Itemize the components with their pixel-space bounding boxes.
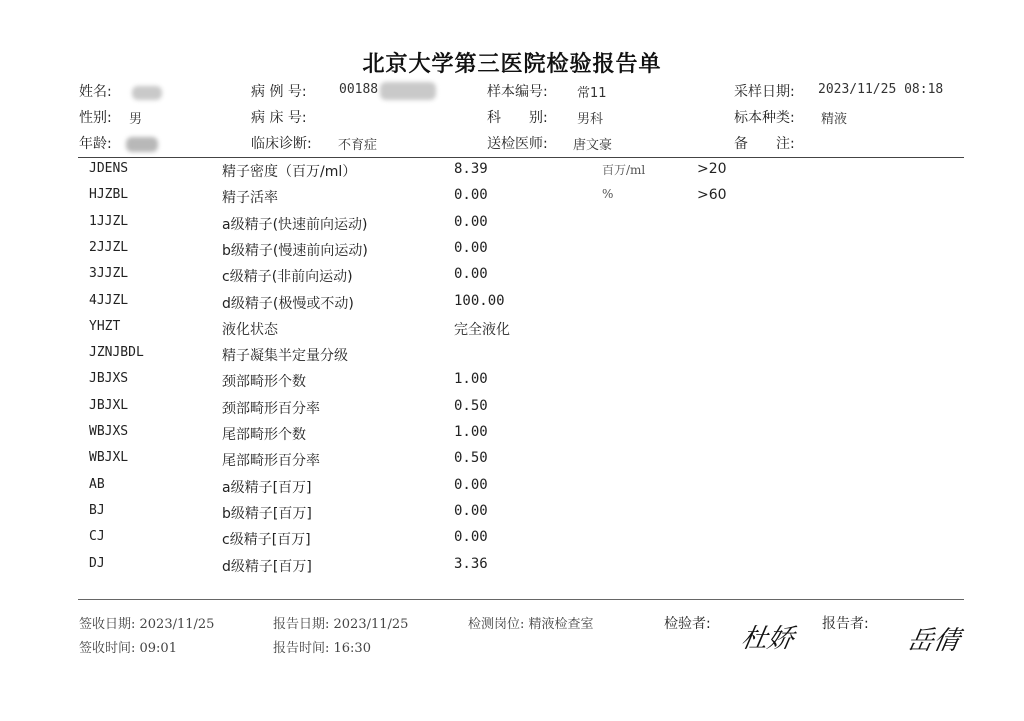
table-row (0, 371, 1024, 397)
test-code: JZNJBDL (89, 345, 144, 361)
table-row (0, 529, 1024, 555)
table-row (0, 240, 1024, 266)
table-row (0, 266, 1024, 292)
test-code: JBJXL (89, 397, 129, 413)
test-name: b级精子[百万] (222, 505, 312, 522)
table-row (0, 424, 1024, 450)
test-code: CJ (89, 529, 105, 545)
date-value: 2023/11/25 08:18 (818, 82, 944, 97)
test-code: WBJXL (89, 450, 129, 466)
bed-label: 病 床 号: (251, 110, 307, 126)
reporter-signature: 岳倩 (904, 626, 963, 656)
test-value: 0.00 (454, 476, 488, 493)
test-code: 2JJZL (89, 239, 129, 255)
receive-date: 签收日期: 2023/11/25 (79, 617, 215, 632)
table-row (0, 398, 1024, 424)
report-title: 北京大学第三医院检验报告单 (362, 52, 662, 77)
report-date: 报告日期: 2023/11/25 (273, 617, 409, 632)
test-value: 0.50 (454, 450, 488, 467)
test-value: 0.00 (454, 213, 488, 230)
diagnosis-label: 临床诊断: (251, 136, 312, 152)
test-name: a级精子[百万] (222, 479, 312, 496)
test-code: YHZT (89, 318, 121, 334)
table-row (0, 214, 1024, 240)
tester-signature: 杜娇 (738, 624, 797, 654)
test-station: 检测岗位: 精液检查室 (468, 617, 594, 632)
header-divider (78, 157, 964, 158)
table-row (0, 450, 1024, 476)
test-name: 颈部畸形百分率 (222, 400, 320, 417)
test-code: 4JJZL (89, 292, 129, 308)
test-name: 精子活率 (222, 190, 278, 207)
doctor-label: 送检医师: (487, 136, 548, 152)
dept-label: 科 别: (487, 110, 548, 126)
age-redacted (126, 134, 158, 153)
case-value: 00188 (339, 82, 379, 97)
table-row (0, 503, 1024, 529)
specimen-value: 精液 (821, 112, 848, 127)
test-value: 1.00 (454, 371, 488, 388)
test-name: c级精子[百万] (222, 532, 311, 549)
test-code: 1JJZL (89, 213, 129, 229)
case-redacted (380, 80, 436, 100)
test-unit: 百万/ml (602, 163, 646, 177)
test-name: d级精子(极慢或不动) (222, 295, 354, 312)
test-value: 完全液化 (454, 321, 510, 338)
sample-label: 样本编号: (487, 84, 548, 100)
test-name: d级精子[百万] (222, 558, 312, 575)
test-code: JDENS (89, 161, 129, 176)
sample-value: 常11 (577, 86, 607, 101)
reporter-label: 报告者: (822, 616, 869, 632)
test-value: 0.50 (454, 397, 488, 414)
test-name: b级精子(慢速前向运动) (222, 242, 368, 259)
test-value: 8.39 (454, 161, 488, 177)
table-row (0, 161, 1024, 187)
receive-time: 签收时间: 09:01 (79, 641, 177, 656)
test-reference: >20 (697, 161, 727, 177)
doctor-value: 唐文豪 (573, 138, 613, 153)
test-value: 0.00 (454, 502, 488, 519)
test-unit: % (602, 187, 614, 202)
sex-value: 男 (129, 112, 143, 127)
table-row (0, 477, 1024, 503)
report-time: 报告时间: 16:30 (273, 641, 371, 656)
test-name: a级精子(快速前向运动) (222, 216, 368, 233)
table-row (0, 293, 1024, 319)
test-code: BJ (89, 502, 105, 518)
test-value: 1.00 (454, 424, 488, 440)
test-name: 精子密度（百万/ml） (222, 164, 357, 180)
test-code: WBJXS (89, 424, 129, 439)
table-row (0, 187, 1024, 213)
test-code: HJZBL (89, 187, 129, 203)
table-row (0, 319, 1024, 345)
date-label: 采样日期: (734, 84, 795, 100)
dept-value: 男科 (577, 112, 604, 127)
test-code: DJ (89, 555, 105, 571)
test-code: 3JJZL (89, 266, 129, 282)
case-label: 病 例 号: (251, 84, 307, 100)
age-label: 年龄: (79, 136, 112, 152)
test-name: 液化状态 (222, 321, 278, 338)
test-value: 0.00 (454, 266, 488, 283)
sex-label: 性别: (79, 110, 112, 126)
table-row (0, 556, 1024, 582)
tester-label: 检验者: (664, 616, 711, 632)
test-value: 0.00 (454, 529, 488, 546)
footer-divider (78, 599, 964, 600)
test-value: 3.36 (454, 555, 488, 572)
name-label: 姓名: (79, 84, 112, 100)
specimen-label: 标本种类: (734, 110, 795, 126)
test-code: AB (89, 476, 105, 492)
test-value: 100.00 (454, 292, 505, 309)
test-value: 0.00 (454, 239, 488, 256)
test-name: 尾部畸形个数 (222, 427, 306, 443)
test-name: 尾部畸形百分率 (222, 453, 320, 470)
test-reference: >60 (697, 187, 727, 204)
test-code: JBJXS (89, 371, 129, 387)
test-name: c级精子(非前向运动) (222, 269, 353, 286)
diagnosis-value: 不育症 (338, 138, 378, 153)
test-value: 0.00 (454, 187, 488, 204)
test-name: 颈部畸形个数 (222, 374, 306, 391)
table-row (0, 345, 1024, 371)
name-redacted (132, 82, 162, 101)
remark-label: 备 注: (734, 136, 795, 152)
test-name: 精子凝集半定量分级 (222, 348, 348, 365)
